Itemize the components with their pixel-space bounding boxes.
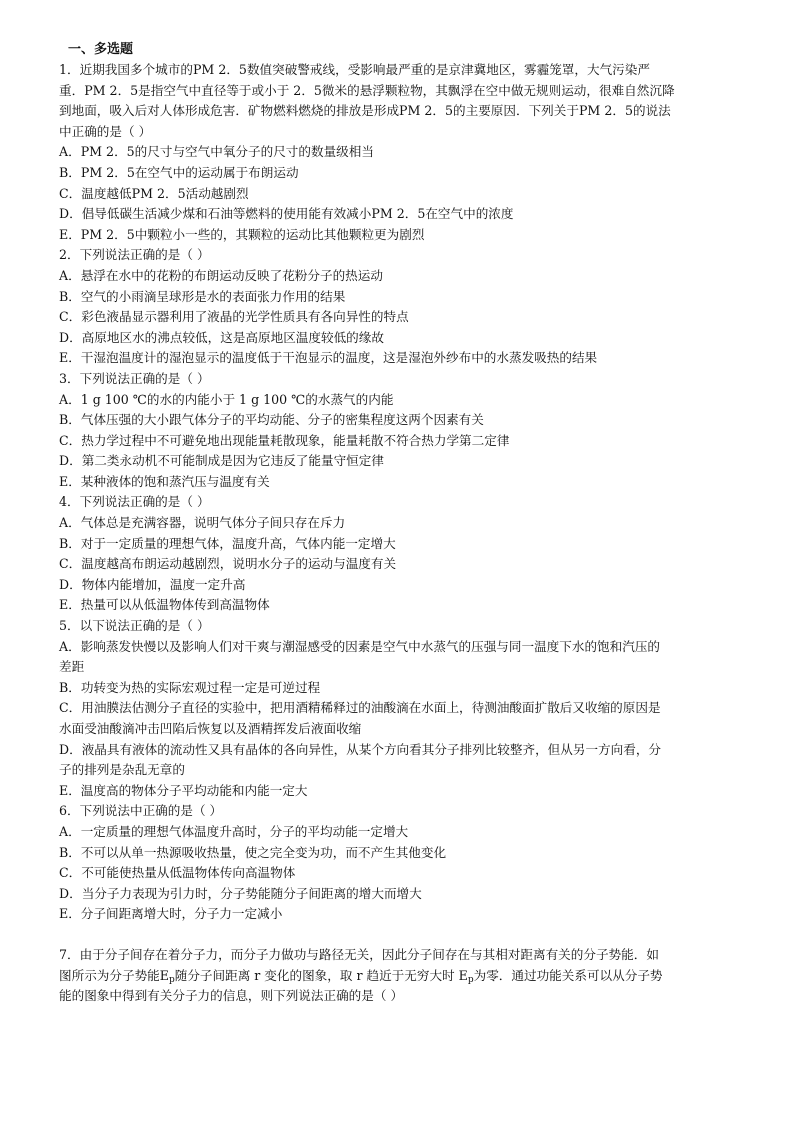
option-line: 子的排列是杂乱无章的 [59,762,185,778]
question-stem-line: 1．近期我国多个城市的PM 2．5数值突破警戒线，受影响最严重的是京津冀地区，雾霾笼罩，大气污染严 [59,62,650,77]
option-line: A．悬浮在水中的花粉的布朗运动反映了花粉分子的热运动 [59,267,383,283]
option-line: C．不可能使热量从低温物体传向高温物体 [59,865,296,881]
option-line: 差距 [59,659,85,675]
question-list [59,60,735,1007]
spacer [59,925,735,945]
option-line: A．PM 2．5的尺寸与空气中氧分子的尺寸的数量级相当 [59,144,374,160]
question-stem-line: 4．下列说法正确的是（ ） [59,494,210,510]
option-line: E．热量可以从低温物体传到高温物体 [59,597,270,613]
option-line: C．彩色液晶显示器利用了液晶的光学性质具有各向异性的特点 [59,309,409,325]
option-line: D．当分子力表现为引力时，分子势能随分子间距离的增大而增大 [59,885,422,901]
option-line: B．PM 2．5在空气中的运动属于布朗运动 [59,164,299,180]
option-line: C．温度越高布朗运动越剧烈，说明水分子的运动与温度有关 [59,556,397,572]
text-run: 图所示为分子势能E [59,967,169,983]
question-block [59,245,735,369]
question-stem-line: 能的图象中得到有关分子力的信息，则下列说法正确的是（ ） [59,988,404,1004]
option-line: A．气体总是充满容器，说明气体分子间只存在斥力 [59,515,346,531]
question-stem-line [59,966,735,987]
option-line: D．倡导低碳生活减少煤和石油等燃料的使用能有效减小PM 2．5在空气中的浓度 [59,206,514,222]
option-line: A．影响蒸发快慢以及影响人们对干爽与潮湿感受的因素是空气中水蒸气的压强与同一温度下水的饱和汽压的 [59,638,661,654]
option-line: E．分子间距离增大时，分子力一定减小 [59,906,283,922]
subscript: p [168,974,175,985]
option-line: C．热力学过程中不可避免地出现能量耗散现象，能量耗散不符合热力学第二定律 [59,432,510,448]
subscript: p [467,974,474,985]
question-block [59,616,735,801]
question-stem-line: 7．由于分子间存在着分子力，而分子力做功与路径无关，因此分子间存在与其相对距离有关的分子势能．如 [59,946,659,962]
option-line: D．物体内能增加，温度一定升高 [59,576,246,592]
option-line: B．对于一定质量的理想气体，温度升高，气体内能一定增大 [59,535,396,551]
option-line: B．不可以从单一热源吸收热量，使之完全变为功，而不产生其他变化 [59,844,447,860]
question-stem-line: 5．以下说法正确的是（ ） [59,618,210,634]
question-stem-line: 6．下列说法中正确的是（ ） [59,803,223,819]
option-line: B．功转变为热的实际宏观过程一定是可逆过程 [59,679,321,695]
text-run: 为零．通过功能关系可以从分子势 [473,967,663,983]
option-line: B．气体压强的大小跟气体分子的平均动能、分子的密集程度这两个因素有关 [59,412,484,428]
question-stem-line: 3．下列说法正确的是（ ） [59,370,210,386]
option-line: C．温度越低PM 2．5活动越剧烈 [59,185,249,201]
question-block [59,492,735,616]
option-line: E．干湿泡温度计的湿泡显示的温度低于干泡显示的温度，这是湿泡外纱布中的水蒸发吸热的结果 [59,350,598,366]
question-stem-line: 2．下列说法正确的是（ ） [59,247,210,263]
question-stem-line: 中正确的是（ ） [59,123,152,139]
option-line: D．第二类永动机不可能制成是因为它违反了能量守恒定律 [59,453,384,469]
question-stem-line: 重．PM 2．5是指空气中直径等于或小于 2．5微米的悬浮颗粒物，其飘浮在空中做无规则运动，很难自然沉降 [59,82,675,98]
option-line: A．一定质量的理想气体温度升高时，分子的平均动能一定增大 [59,823,409,839]
option-line: B．空气的小雨滴呈球形是水的表面张力作用的结果 [59,288,346,304]
option-line: D．液晶具有液体的流动性又具有晶体的各向异性，从某个方向看其分子排列比较整齐，但从另一方向看，分 [59,741,662,757]
option-line: A．1 g 100 ℃的水的内能小于 1 g 100 ℃的水蒸气的内能 [59,391,394,407]
question-block-7 [59,945,735,1007]
question-block [59,60,735,245]
question-block [59,369,735,493]
section-title: 一、多选题 [68,42,134,57]
question-stem-line: 到地面，吸入后对人体形成危害．矿物燃料燃烧的排放是形成PM 2．5的主要原因．下列关于PM 2．5的说法 [59,103,671,119]
option-line: E．PM 2．5中颗粒小一些的，其颗粒的运动比其他颗粒更为剧烈 [59,226,425,242]
option-line: D．高原地区水的沸点较低，这是高原地区温度较低的缘故 [59,329,384,345]
text-run: 随分子间距离 r 变化的图象，取 r 趋近于无穷大时 E [174,967,468,983]
option-line: 水面受油酸滴冲击凹陷后恢复以及酒精挥发后液面收缩 [59,721,362,736]
option-line: C．用油膜法估测分子直径的实验中，把用酒精稀释过的油酸滴在水面上，待测油酸面扩散后又收缩的原因是 [59,700,661,716]
option-line: E．某种液体的饱和蒸汽压与温度有关 [59,473,270,489]
option-line: E．温度高的物体分子平均动能和内能一定大 [59,782,308,798]
question-block [59,801,735,925]
